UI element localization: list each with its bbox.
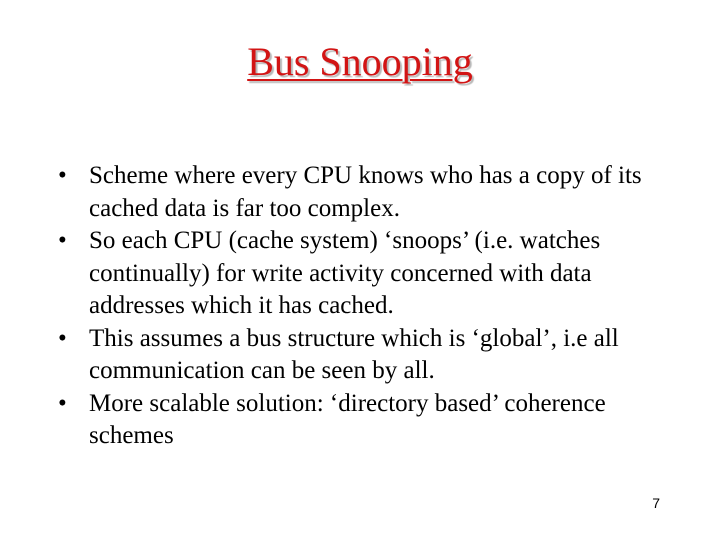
- bullet-dot-icon: •: [58, 389, 67, 417]
- bullet-item: [58, 160, 678, 225]
- bullet-dot-icon: •: [58, 227, 67, 254]
- bullet-text: Scheme where every CPU knows who has a copy of its cached data is far too complex.: [89, 162, 642, 222]
- bullet-item: [58, 388, 678, 453]
- bullet-list: [58, 160, 678, 453]
- bullet-dot-icon: •: [58, 324, 67, 352]
- bullet-text: This assumes a bus structure which is ‘global’, i.e all communication can be seen by all.: [89, 324, 619, 384]
- slide-title: [0, 38, 720, 86]
- bullet-item: [58, 225, 678, 323]
- slide-title-text: Bus Snooping: [247, 39, 473, 84]
- bullet-dot-icon: •: [58, 162, 67, 189]
- page-number: 7: [652, 495, 660, 511]
- bullet-text: So each CPU (cache system) ‘snoops’ (i.e. watches continually) for write activity concerned with data addresses which it has cached.: [89, 227, 601, 319]
- bullet-text: More scalable solution: ‘directory based’ coherence schemes: [89, 389, 606, 449]
- bullet-item: [58, 323, 678, 388]
